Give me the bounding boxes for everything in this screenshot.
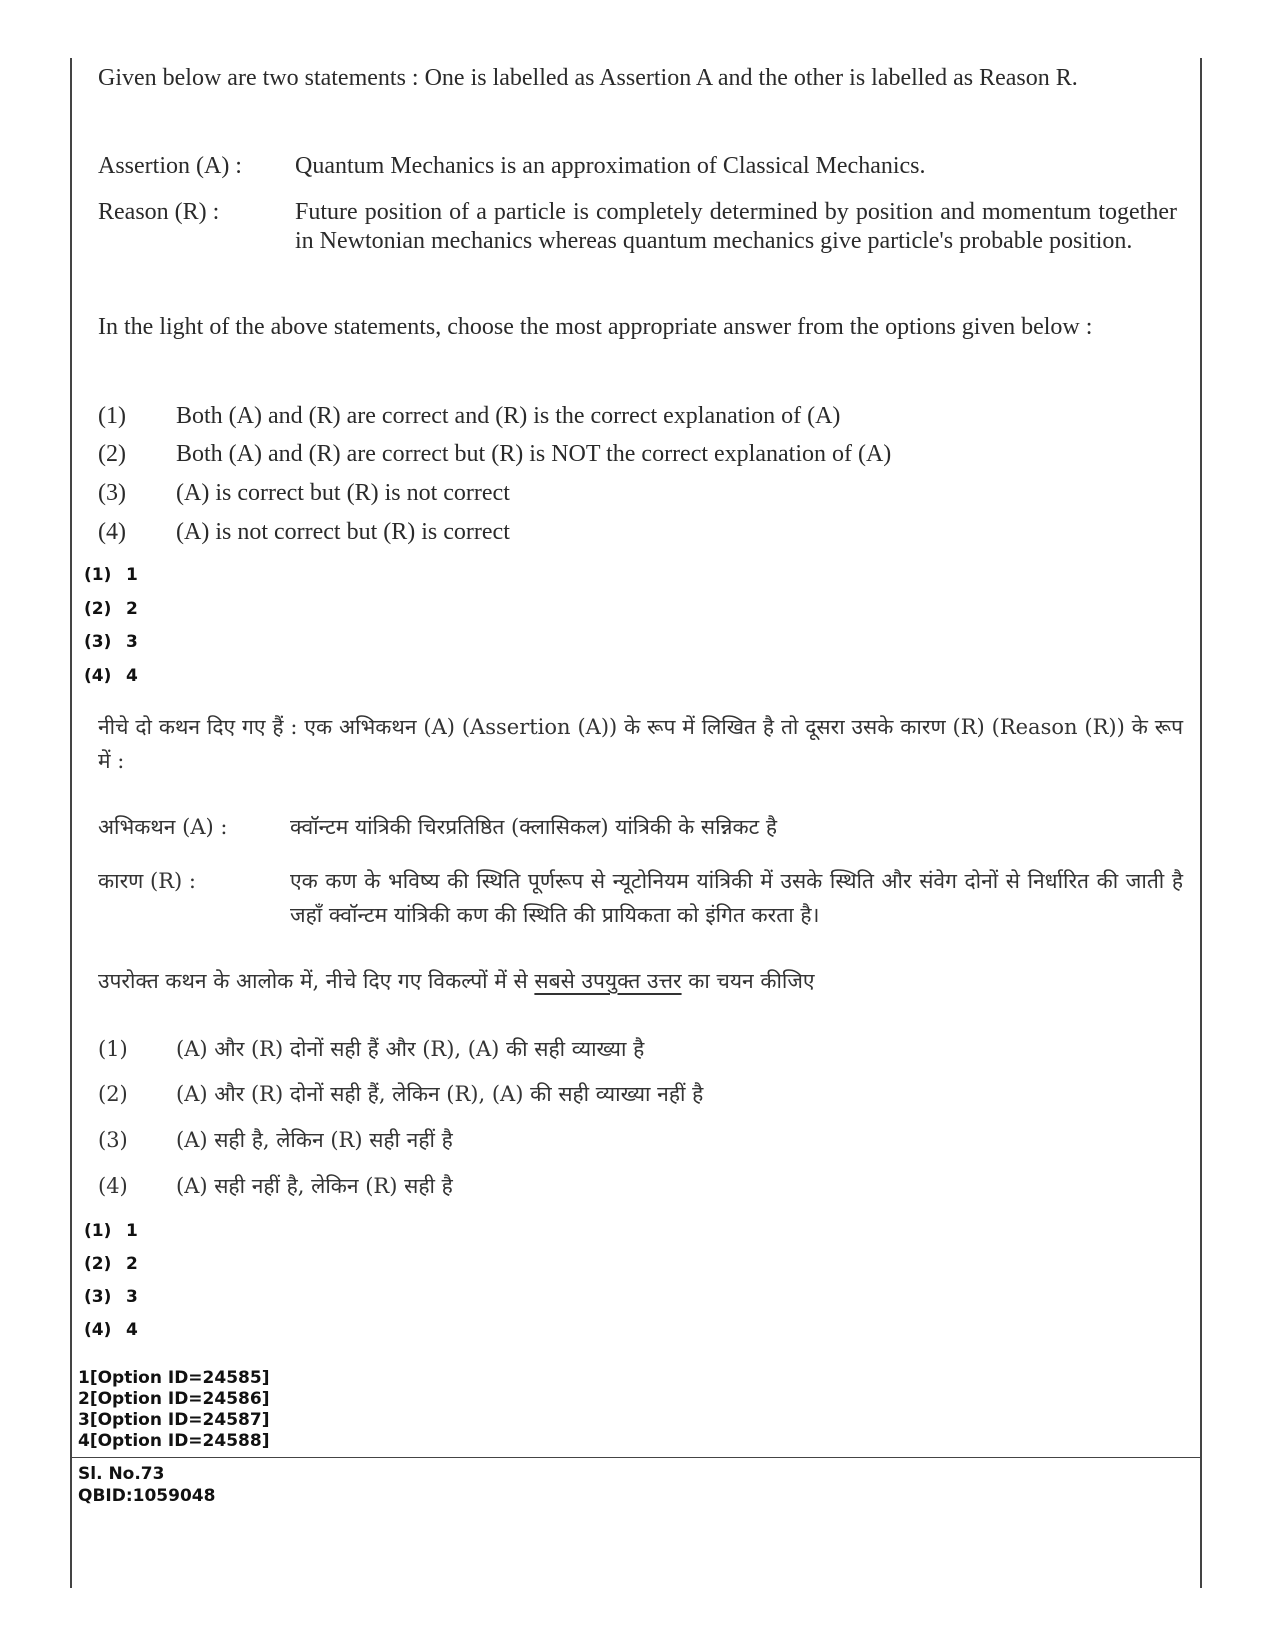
- answer-choice-number: (1): [84, 565, 112, 585]
- english-option-3: [98, 479, 510, 508]
- option-id-4: 4[Option ID=24588]: [78, 1431, 270, 1451]
- english-reason: [98, 198, 1183, 256]
- option-text: (A) और (R) दोनों सही हैं और (R), (A) की सही व्याख्या है: [176, 1037, 645, 1061]
- answer-choice-value: 2: [126, 1254, 138, 1274]
- answer-choice-2[interactable]: [84, 1254, 138, 1274]
- assertion-label: Assertion (A) :: [98, 153, 242, 179]
- answer-choice-value: 1: [126, 565, 138, 585]
- hindi-option-2: [98, 1077, 703, 1111]
- option-text: Both (A) and (R) are correct and (R) is the correct explanation of (A): [176, 403, 841, 429]
- hindi-option-1: [98, 1032, 644, 1066]
- answer-choice-number: (3): [84, 1287, 112, 1307]
- option-text: (A) सही है, लेकिन (R) सही नहीं है: [176, 1128, 453, 1152]
- reason-text: Future position of a particle is completely determined by position and momentum together in Newtonian mechanics whereas quantum mechanics give particle's probable position.: [295, 199, 1177, 254]
- hindi-assertion: [98, 810, 1183, 844]
- answer-choice-1[interactable]: [84, 565, 138, 585]
- option-text: (A) और (R) दोनों सही हैं, लेकिन (R), (A) की सही व्याख्या नहीं है: [176, 1082, 704, 1106]
- answer-choice-3[interactable]: [84, 632, 138, 652]
- option-number: (2): [98, 441, 126, 467]
- option-id-2: 2[Option ID=24586]: [78, 1389, 270, 1409]
- answer-choice-number: (1): [84, 1221, 112, 1241]
- option-number: (4): [98, 1174, 128, 1198]
- option-text: (A) सही नहीं है, लेकिन (R) सही है: [176, 1174, 453, 1198]
- option-text: Both (A) and (R) are correct but (R) is NOT the correct explanation of (A): [176, 441, 892, 467]
- left-border: [70, 58, 72, 1588]
- hindi-intro: नीचे दो कथन दिए गए हैं : एक अभिकथन (A) (Assertion (A)) के रूप में लिखित है तो दूसरा उसके कारण (R) (Reason (R)) के रूप में :: [98, 715, 1183, 773]
- section-divider: [70, 1457, 1202, 1458]
- assertion-text: Quantum Mechanics is an approximation of Classical Mechanics.: [295, 153, 926, 179]
- answer-choice-value: 1: [126, 1221, 138, 1241]
- instruction-text: उपरोक्त कथन के आलोक में, नीचे दिए गए विकल्पों में से: [98, 969, 535, 993]
- option-number: (1): [98, 1037, 128, 1061]
- option-number: (2): [98, 1082, 128, 1106]
- reason-label: कारण (R) :: [98, 869, 196, 893]
- answer-choice-2[interactable]: [84, 599, 138, 619]
- instruction-text-end: का चयन कीजिए: [681, 969, 815, 993]
- question-bank-id: QBID:1059048: [78, 1486, 216, 1506]
- option-id-3: 3[Option ID=24587]: [78, 1410, 270, 1430]
- hindi-reason: [98, 864, 1183, 932]
- assertion-label: अभिकथन (A) :: [98, 815, 228, 839]
- assertion-text: क्वॉन्टम यांत्रिकी चिरप्रतिष्ठित (क्लासिकल) यांत्रिकी के सन्निकट है: [290, 815, 778, 839]
- answer-choice-number: (2): [84, 1254, 112, 1274]
- reason-label: Reason (R) :: [98, 199, 220, 225]
- hindi-option-3: [98, 1123, 453, 1157]
- option-number: (4): [98, 519, 126, 545]
- answer-choice-value: 3: [126, 632, 138, 652]
- hindi-instruction: [98, 964, 1178, 998]
- serial-number: Sl. No.73: [78, 1464, 165, 1484]
- option-number: (1): [98, 403, 126, 429]
- option-text: (A) is not correct but (R) is correct: [176, 519, 510, 545]
- answer-choice-value: 3: [126, 1287, 138, 1307]
- right-border: [1200, 58, 1202, 1588]
- answer-choice-number: (3): [84, 632, 112, 652]
- answer-choice-value: 2: [126, 599, 138, 619]
- answer-choice-4[interactable]: [84, 666, 138, 686]
- hindi-option-4: [98, 1169, 453, 1203]
- option-text: (A) is correct but (R) is not correct: [176, 480, 510, 506]
- reason-text: एक कण के भविष्य की स्थिति पूर्णरूप से न्यूटोनियम यांत्रिकी में उसके स्थिति और संवेग दोनों से निर्धारित की जाती है जहाँ क्वॉन्टम यांत्रिकी कण की स्थिति की प्रायिकता को इंगित करता है।: [290, 869, 1183, 927]
- option-number: (3): [98, 1128, 128, 1152]
- answer-choice-number: (4): [84, 666, 112, 686]
- english-assertion: [98, 152, 1183, 181]
- english-option-2: [98, 440, 891, 469]
- english-option-1: [98, 402, 840, 431]
- answer-choice-number: (2): [84, 599, 112, 619]
- english-intro: Given below are two statements : One is labelled as Assertion A and the other is labelled as Reason R.: [98, 65, 1078, 91]
- answer-choice-4[interactable]: [84, 1320, 138, 1340]
- instruction-emphasis: सबसे उपयुक्त उत्तर: [534, 969, 682, 993]
- answer-choice-1[interactable]: [84, 1221, 138, 1241]
- answer-choice-value: 4: [126, 1320, 138, 1340]
- english-instruction: In the light of the above statements, choose the most appropriate answer from the options given below :: [98, 314, 1093, 340]
- question-frame: [70, 58, 1202, 1588]
- english-option-4: [98, 518, 510, 547]
- answer-choice-3[interactable]: [84, 1287, 138, 1307]
- option-number: (3): [98, 480, 126, 506]
- option-id-1: 1[Option ID=24585]: [78, 1368, 270, 1388]
- answer-choice-number: (4): [84, 1320, 112, 1340]
- answer-choice-value: 4: [126, 666, 138, 686]
